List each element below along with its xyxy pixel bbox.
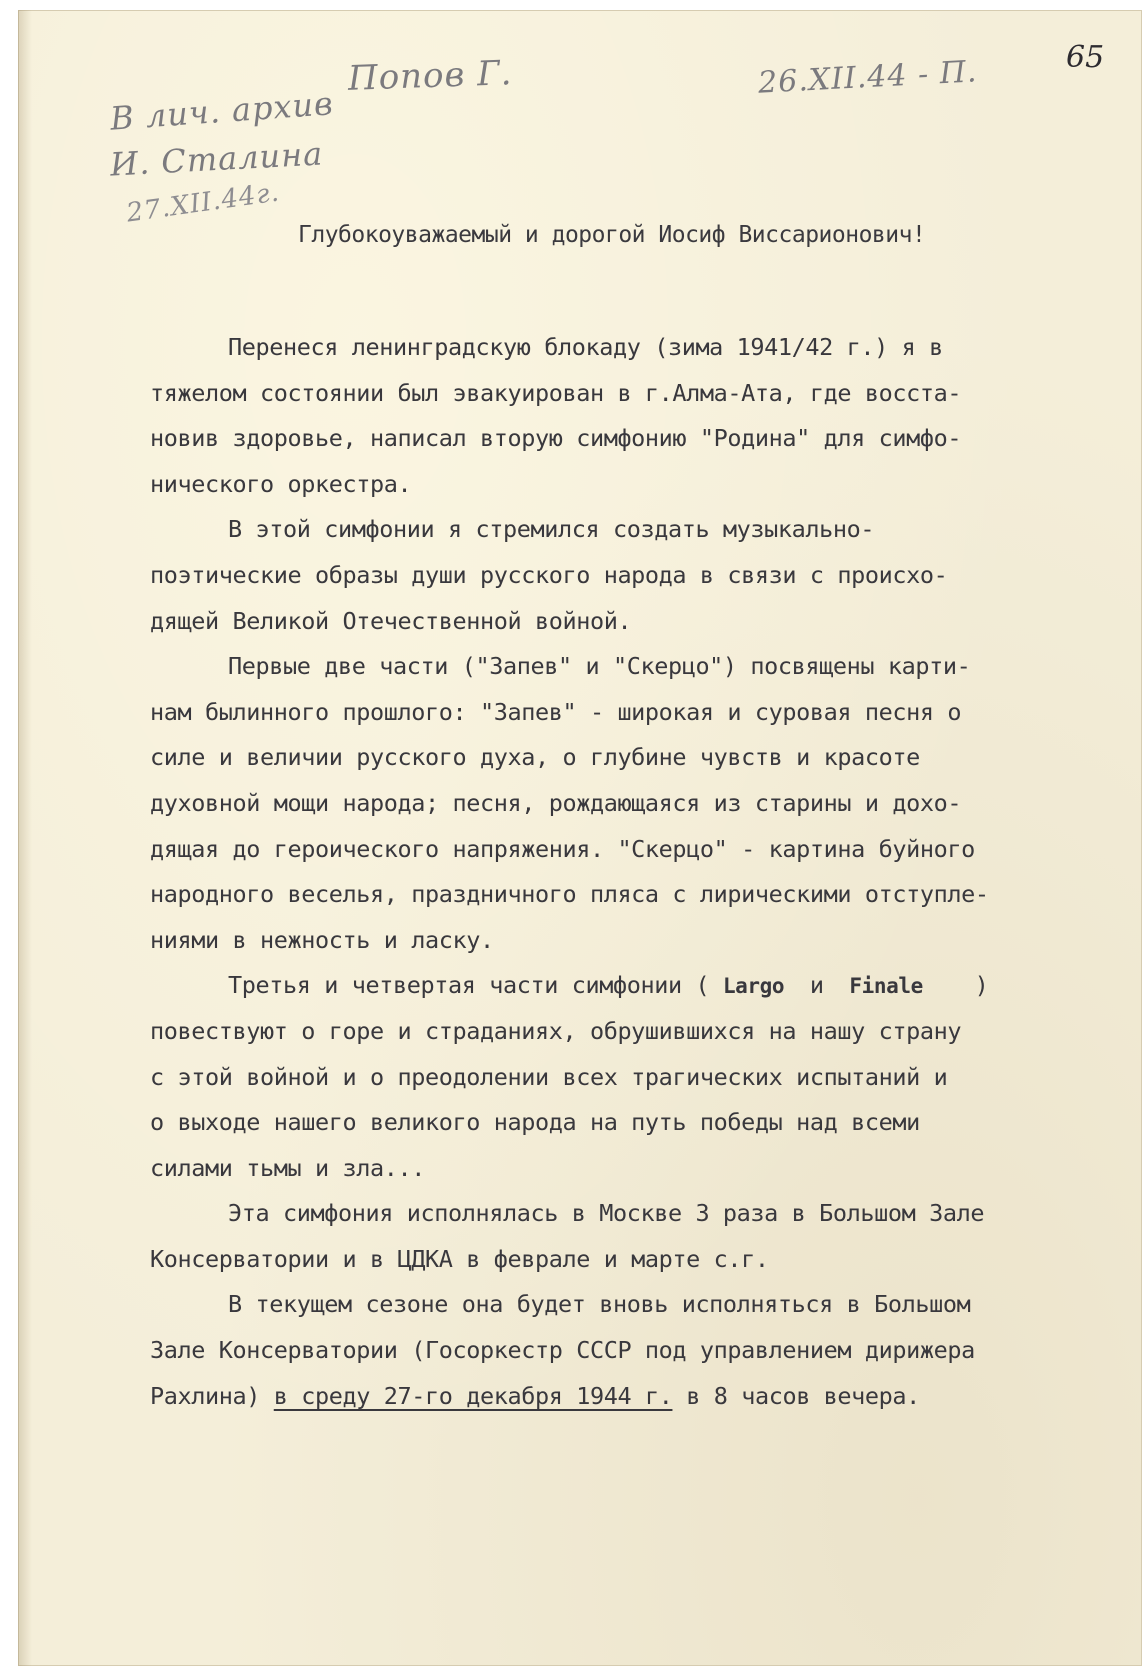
movement-largo: Largo xyxy=(722,974,785,999)
body-line: Первые две части ("Запев" и "Скерцо") посвящены карти- xyxy=(228,652,971,681)
movements-text-before: Третья и четвертая части симфонии ( xyxy=(228,971,710,1000)
receipt-date-handwritten: 26.XII.44 - П. xyxy=(757,54,979,101)
body-line: силе и величии русского духа, о глубине чувств и красоте xyxy=(150,743,920,772)
body-line: В текущем сезоне она будет вновь исполняться в Большом xyxy=(228,1290,971,1319)
body-line: нам былинного прошлого: "Запев" - широкая и суровая песня о xyxy=(150,697,962,726)
concert-date-underlined: в среду 27-го декабря 1944 г. xyxy=(273,1381,673,1410)
archive-note-date: 27.XII.44г. xyxy=(124,177,282,229)
body-line: В этой симфонии я стремился создать музыкально- xyxy=(228,515,875,544)
final-line-before: Рахлина) xyxy=(150,1381,260,1410)
body-line: Эта симфония исполнялась в Москве 3 раза в Большом Зале xyxy=(228,1199,985,1228)
movements-line xyxy=(150,963,1110,1009)
letter-body xyxy=(150,325,1110,1419)
movement-finale: Finale xyxy=(849,974,923,999)
body-line: нического оркестра. xyxy=(150,469,412,498)
body-line: с этой войной и о преодолении всех трагических испытаний и xyxy=(150,1062,948,1091)
body-line: духовной мощи народа; песня, рождающаяся из старины и дохо- xyxy=(150,788,962,817)
movements-conjunction: и xyxy=(809,971,824,1000)
document-page xyxy=(18,10,1142,1666)
body-line: силами тьмы и зла... xyxy=(150,1153,425,1182)
body-line: повествуют о горе и страданиях, обрушившихся на нашу страну xyxy=(150,1016,962,1045)
letter-salutation: Глубокоуважаемый и дорогой Иосиф Виссарионович! xyxy=(298,222,926,248)
body-line: дящей Великой Отечественной войной. xyxy=(150,606,632,635)
archive-note-line1: В лич. архив xyxy=(108,84,335,138)
final-line-after: в 8 часов вечера. xyxy=(686,1381,920,1410)
body-line: Перенеся ленинградскую блокаду (зима 1941/42 г.) я в xyxy=(228,333,943,361)
body-line: поэтические образы души русского народа в связи с происхо- xyxy=(150,560,948,589)
body-line: народного веселья, праздничного пляса с лирическими отступле- xyxy=(150,880,989,909)
body-line: дящая до героического напряжения. "Скерцо" - картина буйного xyxy=(150,834,975,863)
page-number: 65 xyxy=(1066,40,1105,75)
body-line: тяжелом состоянии был эвакуирован в г.Алма-Ата, где восста- xyxy=(150,378,962,407)
body-line: новив здоровье, написал вторую симфонию "Родина" для симфо- xyxy=(150,424,962,453)
body-line: о выходе нашего великого народа на путь победы над всеми xyxy=(150,1108,920,1137)
archive-note-line2: И. Сталина xyxy=(109,134,325,184)
body-line: ниями в нежность и ласку. xyxy=(150,925,494,954)
movements-text-after: ) xyxy=(974,971,989,1000)
body-line: Зале Консерватории (Госоркестр СССР под управлением дирижера xyxy=(150,1336,975,1365)
author-name-handwritten: Попов Г. xyxy=(347,53,514,99)
body-line: Консерватории и в ЦДКА в феврале и марте с.г. xyxy=(150,1244,769,1273)
final-line xyxy=(150,1374,1110,1420)
